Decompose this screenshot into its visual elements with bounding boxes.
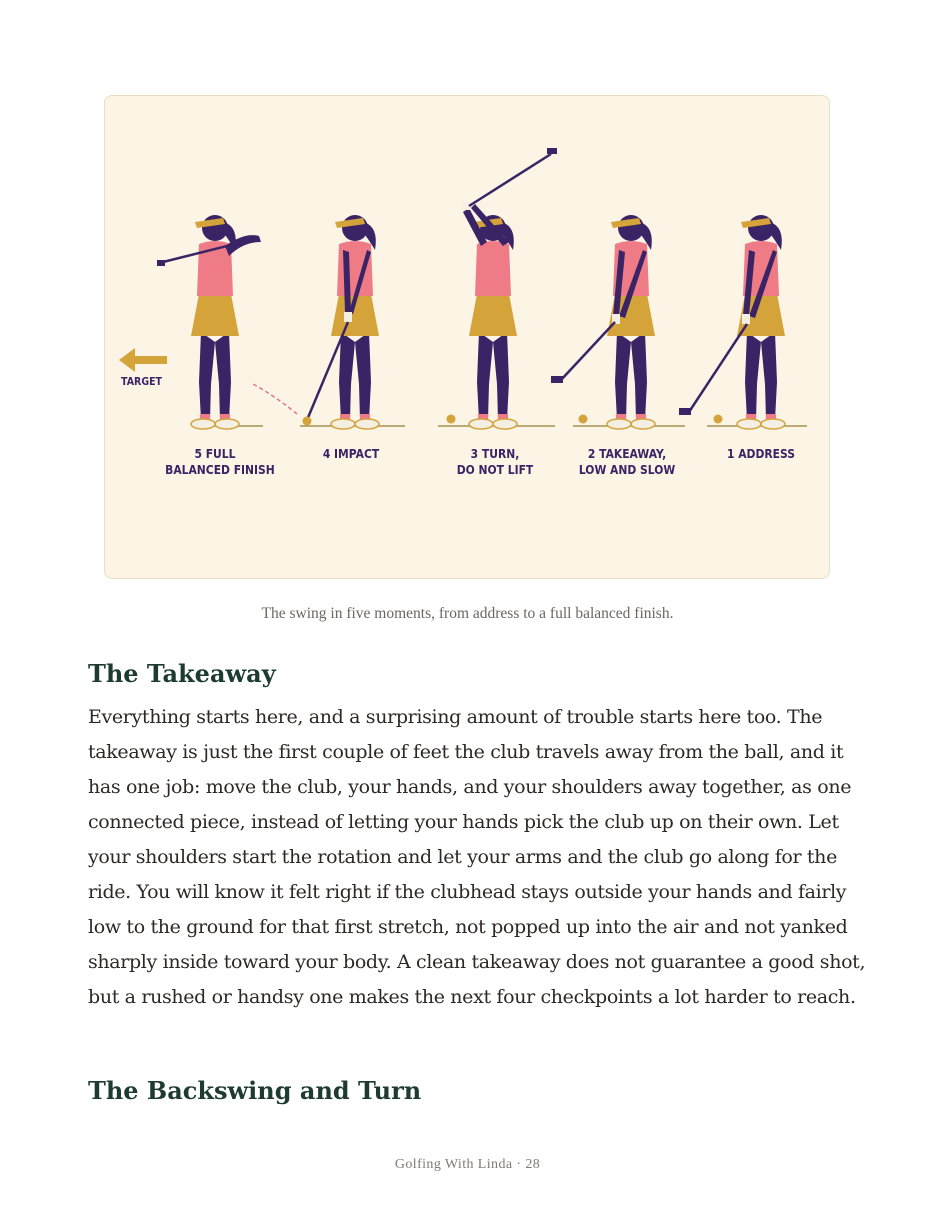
section-heading-backswing: The Backswing and Turn <box>88 1076 422 1105</box>
golf-ball <box>303 417 312 426</box>
swing-sequence-figure <box>104 95 830 579</box>
golfer-takeaway <box>551 215 655 429</box>
golf-ball <box>714 415 723 424</box>
swing-sequence-illustration <box>105 96 830 579</box>
section-heading-takeaway: The Takeaway <box>88 659 276 688</box>
step-label-turn: 3 TURN, DO NOT LIFT <box>456 446 534 477</box>
golfer-finish <box>157 215 261 429</box>
figure-caption: The swing in five moments, from address to a full balanced finish. <box>261 605 674 622</box>
target-label: TARGET <box>121 375 163 388</box>
step-label-takeaway: 2 TAKEAWAY, LOW AND SLOW <box>578 446 676 477</box>
step-label-impact: 4 IMPACT <box>322 446 380 461</box>
golfer-address <box>679 215 785 429</box>
step-label-address: 1 ADDRESS <box>726 446 796 461</box>
target-arrow-icon <box>119 348 167 372</box>
golf-ball <box>579 415 588 424</box>
ball-flight-arrow <box>253 384 297 414</box>
page-footer: Golfing With Linda · 28 <box>394 1157 541 1172</box>
golf-ball <box>447 415 456 424</box>
section-body-takeaway: Everything starts here, and a surprising amount of trouble starts here too. The takeaway is just the first couple of feet the club travels away from the ball, and it has one job: move the club, your hands, and your shoulders away together, as one connected piece, instead of letting your hands pick the club up on their own. Let your shoulders start the rotation and let your arms and the club go along for the ride. You will know it felt right if the clubhead stays outside your hands and fairly low to the ground for that first stretch, not popped up into the air and not yanked sharply inside toward your body. A clean takeaway does not guarantee a good shot, but a rushed or handsy one makes the next four checkpoints a lot harder to reach. <box>88 706 866 1008</box>
step-label-finish: 5 FULL BALANCED FINISH <box>165 446 275 477</box>
golfer-impact <box>307 215 379 429</box>
golfer-backswing <box>463 148 557 429</box>
